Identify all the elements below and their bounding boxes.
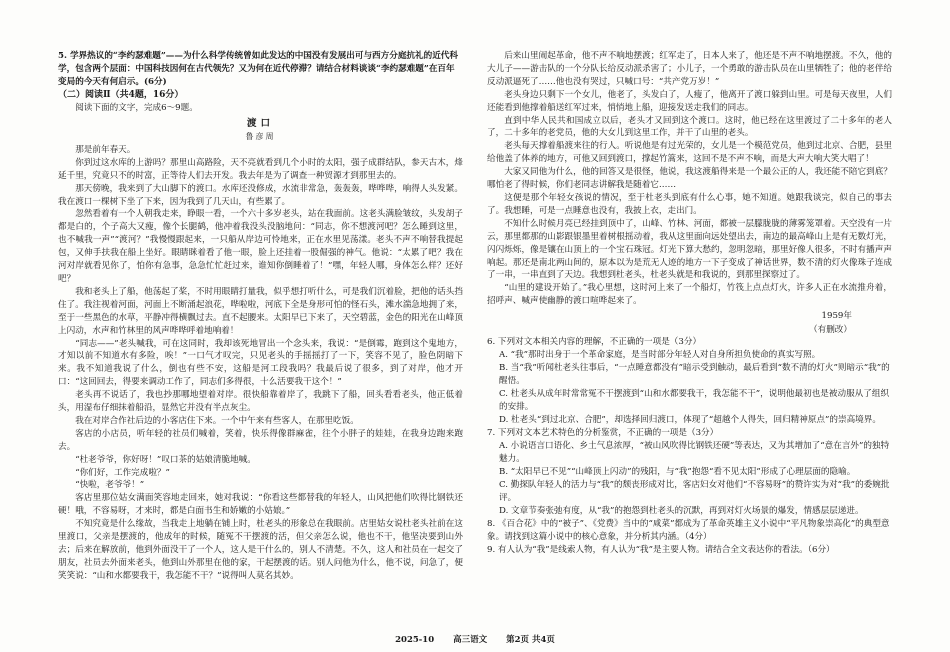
story-paragraph: 后来山里闹起革命，他不声不响地摆渡；红军走了，日本人来了，他还是不声不响地摆渡。不久，他的大儿子——游击队的一个分队长给反动派杀害了；小儿子，一个勇敢的游击队员在山里牺牲了；他的老伴给反动派逼死了……他也没有哭过，只喊口号：“共产党万岁！” — [487, 51, 892, 87]
question-stem: 8. 《百合花》中的“被子”、《党费》当中的“咸菜”都成为了革命英雄主义小说中“平凡物象崇高化”的典型意象。请找到这篇小说中的核心意象，并分析其内涵。（4分） — [487, 519, 890, 543]
story-date: 1959年 — [821, 311, 852, 322]
story-paragraph: 老头身边只剩下一个女儿，他老了，头发白了，人瘦了，他离开了渡口躲到山里。可是每天夜里，人们还能看到他撑着船送红军过来，悄悄地上船，迎接发送走我们的同志。 — [487, 89, 892, 113]
question-5: 5. 学界热议的“李约瑟难题”——为什么科学传统曾如此发达的中国没有发展出可与西方分庭抗礼的近代科学，包含两个层面：中国科技因何在古代领先？又为何在近代停滞？请结合材料谈谈“李约瑟难题”在百年变局的今天有何启示。(6分) — [58, 51, 458, 87]
story-paragraph: 客店的小店员，听年轻的社员们喊着，笑着，快乐得像群麻雀，往个小胖子的娃娃，在我身边跑来跑去。 — [58, 428, 463, 452]
question-option: A. 小说语言口语化、乡土气息浓厚，“被山风吹得比钢铁还硬”等表达，又为其增加了“意在言外”的独特魅力。 — [499, 441, 890, 465]
question-option: A. “我”那时出身于一个革命家庭，是当时部分年轻人对自身所担负使命的真实写照。 — [499, 350, 821, 361]
question-option: C. 勤探队年轻人的活力与“我”的颓丧形成对比，客店妇女对他们“不容易呀”的赞许实为对“我”的委婉批评。 — [499, 480, 890, 504]
story-paragraph: 我和老头上了船，他荡起了桨，不时用眼睛打量我，似乎想打听什么，可是我们沉着脸，把他的话头挡住了。我注视着河面，河面上不断涌起浪花，哗啦啦，河底下全是身形可怕的怪石头，滩水湍急地拥了来，至于一些黑色的水草，平静冲得横飘过去。直不起腰来。太阳早已下来了，天空碧蓝，金色的阳光在山峰顶上闪动，水声和竹林里的风声哗哗呼着地响着！ — [58, 286, 463, 336]
story-paragraph: 那是前年春天。 — [75, 144, 136, 155]
story-paragraph: “杜老爷爷，你好呀！”叹口茶的姑娘清脆地喊。 — [75, 454, 256, 465]
footer-subject: 高三语文 — [453, 635, 488, 645]
question-stem: 6. 下列对文本相关内容的理解，不正确的一项是（3分） — [487, 337, 702, 348]
story-note: （有删改） — [809, 325, 852, 336]
footer-page: 第2页 共4页 — [506, 635, 555, 645]
reading-instruction: 阅读下面的文字，完成6～9题。 — [75, 103, 198, 113]
story-paragraph: “山里的建设开始了。”我心里想，这时河上来了一个船灯，竹筏上点点灯火，许多人正在水流推舟着，招呼声、喊声使幽静的渡口喧哗起来了。 — [487, 283, 892, 307]
story-paragraph: 那天傍晚，我来到了大山脚下的渡口。水库还没修成，水流非常急，轰轰轰，哗哗哗，响得人头发紧。我在渡口一棵树下坐了下来，因为我到了几天山，有些累了。 — [58, 183, 463, 207]
left-column — [58, 50, 463, 625]
story-paragraph: 忽然看着有一个人朝我走来，睁眼一看，一个六十多岁老头，站在我面前。这老头满脸皱纹，头发胡子都是白的，个子高大又瘦，像个长腿鹤，他冲着我没头没脑地问：“同志，你不想渡河吧？怎么睡到这里，也不喊我一声”“渡河？”我慢慢跟起来，一只船从岸边可怜地来，正在水里见荡漾。老头不声不响替我提起包，又伸手扶我在船上坐好。眼睛眯着看了他一眼，脸上还挂着一股倔强的神气。他说：“太累了吧？我在河对岸就看见你了，怕你有急事，急急忙忙赶过来，谁知你倒睡着了！”嘿，年轻人哪，身体怎么样？还好吧？ — [58, 209, 463, 284]
right-story-body — [487, 50, 892, 308]
story-paragraph: 客店里那位姑女满面笑容地走回来，她对我说：“你看这些都替我的年轻人，山风把他们吹得比钢铁还硬！哦，不容易呀，才来时，都是白面书生和娇嫩的小姑娘。” — [58, 493, 463, 517]
story-author: 鲁彦周 — [245, 131, 276, 141]
story-paragraph: 不知究竟是什么缘故，当我走上地躺在铺上时，杜老头的形象总在我眼前。店里姑女说杜老头社前在这里渡口，父亲是摆渡的，他成年的时候，随冤不干摆渡的活，但父亲怎么说，他也不干，他坚决要到山外去；后来在解放前，他到外面没干了一个人，这人是干什么的，别人不清楚。不久，这人和社员在一起交了朋友，社员去外面来老头，他到山外那里在他的家，干起摆渡的话。别人问他为什么，他不说，问急了，便笑笑说：“山和水都要我干，我怎能不干？”说得叫人莫名其妙。 — [58, 519, 463, 581]
story-paragraph: 我在对岸合作社后边的小客店住下来。一个中午来有些客人，在那里吃饭。 — [75, 415, 359, 426]
question-option: C. 杜老头从成年时常常冤不干摆渡到“山和水都要我干，我怎能不干”，说明他最初也是被动服从了组织的安排。 — [499, 389, 890, 413]
story-paragraph: 不知什么时候月亮已经挂到顶中了，山峰、竹林、河面，都被一层朦胧胧的薄雾笼罩着。天空没有一片云，那里都那的山影跟银墨里着树根摇动着，我从这里面向远处望出去，南边的最高峰山上是有无数灯光，闪闪烁烁，像是镶在山顶上的一个宝石珠冠。灯光下算大愁约，忽明忽暗，那里好像人很多，不时有播声声响起。那还是南北两山间的，原本以为是荒无人迹的地方一下子变成了神话世界，数不清的灯火像珠子连成了一串，一串直到了天边。我想到杜老头，杜老头就是和我说的，到那里探察过了。 — [487, 218, 892, 281]
story-title: 渡口 — [246, 117, 275, 129]
questions-block — [487, 336, 892, 557]
story-paragraph: “快啦，老爷爷！” — [75, 480, 145, 491]
left-story-body — [58, 144, 463, 583]
story-paragraph: “你们好，工作完成啦？” — [75, 467, 170, 478]
story-paragraph: 老头再不说话了，我也抄那哪地望着对岸。很快船靠着岸了，我跳下了船，回头看看老头，他正低着头，用湿布仔细抹着船沿，显然它并没有半点灰尘。 — [58, 390, 463, 414]
question-stem: 7. 下列对文本艺术特色的分析鉴赏，不正确的一项是（3分） — [487, 428, 719, 439]
question-option: D. 文章节奏张弛有度，从“我”的抱怨到杜老头的沉默，再到对灯火场景的爆发，情感层层递进。 — [499, 506, 864, 517]
story-paragraph: “同志——”老头喊我，可在这同时，我却该死地冒出一个念头来，我说：“是倒霉，跑到这个鬼地方，才知以前不知道水有多险，唉！”一口气才叹完，只见老头的手摇摇打了一下，笑容不见了，脸色阴暗下来。我不知道我说了什么，倒也有些不安，这船是河工段我吗？我最后说了很多，到了对岸，他才开口：“这回回去，得要来调动工作了，同志们多得很，十么活要我干这个！” — [58, 338, 463, 388]
section-header: （二）阅读Ⅱ（共4题，16分） — [58, 90, 184, 100]
story-paragraph: 老头每天撑着船渡来往的行人。听说他是有过光荣的，女儿是一个模范党员，他到过北京、合肥，县里给他盖了体养的地方，可他又回到渡口，撑起竹篙来，这回不是不声不响，而是大声大响大笑大唱了！ — [487, 141, 892, 165]
right-column — [487, 50, 892, 625]
question-option: B. 当“我”听闻杜老头往事后，“一点睡意都没有”暗示受到触动，最后看到“数不清的灯火”则暗示“我”的醒悟。 — [499, 363, 890, 387]
story-paragraph: 大家又同他为什么，他的回答又是很怪，他说，我这渡船得来是一个最公正的人，我还能不陪它到底？哪怕老了得时候，你们老同志讲解我是随着它…… — [487, 167, 892, 191]
footer-date: 2025-10 — [395, 635, 435, 645]
page-footer — [0, 633, 950, 645]
story-paragraph: 直到中华人民共和国成立以后，老头才又回到这个渡口。这时，他已经在这里渡过了二十多年的老人了，二十多年的老党员，他的大女儿到这里工作，并干了山里的老头。 — [487, 115, 892, 139]
question-stem: 9. 有人认为“我”是线索人物，有人认为“我”是主要人物。请结合全文表达你的看法。（6分） — [487, 545, 835, 556]
question-option: D. 杜老头“到过北京、合肥”，却选择回归渡口，体现了“超越个人得失，回归精神原点”的崇高境界。 — [499, 415, 881, 426]
story-paragraph: 你到过这水库的上游吗？那里山高路险，天不亮就看到几个小时的太阳，强子成群结队，参天古木，烽延千里，究竟只不的时富，正等待人们去开发。我去年是为了调查一种贸源才到那里去的。 — [58, 157, 463, 181]
story-paragraph: 这便是那个年轻女孩说的情况，至于杜老头到底有什么心事，她不知道。她跟我谈完，似自己的事去了。我想睡，可是一点睡意也没有，我披上衣，走出门。 — [487, 192, 892, 216]
question-option: B. “太阳早已不见”“山峰顶上闪动”的残阳，与“我”抱怨“看不见太阳”形成了心理层面的隐喻。 — [499, 467, 856, 478]
